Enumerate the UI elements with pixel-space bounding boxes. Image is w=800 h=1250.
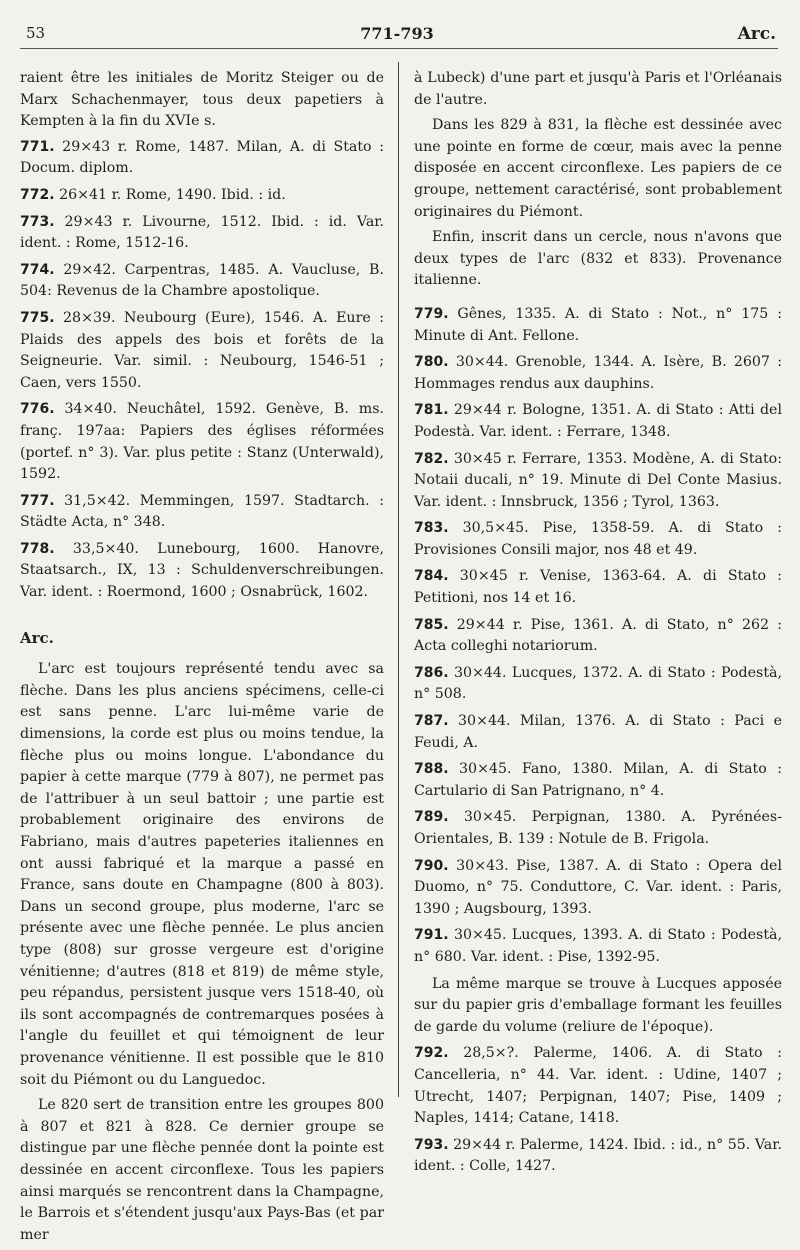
running-section-title: Arc. (737, 24, 776, 44)
entry (20, 137, 384, 180)
entry-text: 30×45. Fano, 1380. Milan, A. di Stato : Cartulario di San Patrignano, n° 4. (414, 761, 782, 799)
entry-number: 776. (20, 401, 55, 418)
entry (414, 566, 782, 609)
right-column (414, 68, 782, 1183)
entry-text: La même marque se trouve à Lucques apposée sur du papier gris d'emballage formant les feuilles de garde du volume (reliure de l'époque). (414, 975, 782, 1035)
entry (20, 539, 384, 604)
entry (20, 212, 384, 255)
entry-text: 29×43 r. Rome, 1487. Milan, A. di Stato : Docum. diplom. (20, 138, 384, 177)
entry-number: 772. (20, 186, 55, 203)
entry-number: 793. (414, 1136, 449, 1153)
entry (414, 1135, 782, 1178)
entry (414, 711, 782, 754)
body-paragraph: Le 820 sert de transition entre les groupes 800 à 807 et 821 à 828. Ce dernier groupe se distingue par une flèche pennée dont la pointe est dessinée en accent circonflexe. Tous les papiers ainsi marqués se rencontrent dans la Champagne, le Barrois et s'étendent jusqu'aux Pays-Bas (et par mer (20, 1097, 384, 1243)
entry (20, 260, 384, 303)
entry (20, 308, 384, 394)
body-paragraph: Enfin, inscrit dans un cercle, nous n'avons que deux types de l'arc (832 et 833). Provenance italienne. (414, 229, 782, 289)
entry-number: 787. (414, 713, 449, 730)
entry-number: 775. (20, 309, 55, 326)
entry (20, 399, 384, 485)
entry (414, 925, 782, 968)
entry-number: 790. (414, 857, 449, 874)
entry-number: 771. (20, 138, 55, 155)
entry-note (414, 974, 782, 1039)
entry-text: 30×45 r. Ferrare, 1353. Modène, A. di Stato: Notaii ducali, n° 19. Minute di Del Conte Masius. Var. ident. : Innsbruck, 1356 ; Tyrol, 1363. (414, 450, 782, 510)
entry-text: 30×43. Pise, 1387. A. di Stato : Opera del Duomo, n° 75. Conduttore, C. Var. ident. : Paris, 1390 ; Augsbourg, 1393. (414, 857, 782, 917)
entry (20, 491, 384, 534)
entry-number: 778. (20, 540, 55, 557)
entry (414, 352, 782, 395)
entry-number: 773. (20, 213, 55, 230)
entry-text: 33,5×40. Lunebourg, 1600. Hanovre, Staatsarch., IX, 13 : Schuldenverschreibungen. Var. ident. : Roermond, 1600 ; Osnabrück, 1602. (20, 540, 384, 601)
entry-text: 28×39. Neubourg (Eure), 1546. A. Eure : Plaids des appels des bois et forêts de la Seigneurie. Var. simil. : Neubourg, 1546-51 ; Caen, vers 1550. (20, 309, 385, 391)
entry-range: 771-793 (360, 24, 434, 43)
entry-number: 784. (414, 568, 449, 585)
entry (20, 185, 384, 207)
body-paragraph: à Lubeck) d'une part et jusqu'à Paris et l'Orléanais de l'autre. (414, 70, 782, 108)
entry-text: 29×44 r. Palerme, 1424. Ibid. : id., n° 55. Var. ident. : Colle, 1427. (414, 1136, 782, 1175)
entry-text: 30×44. Grenoble, 1344. A. Isère, B. 2607 : Hommages rendus aux dauphins. (414, 354, 782, 392)
column-divider (398, 62, 399, 1097)
entry-text: 30×44. Lucques, 1372. A. di Stato : Podestà, n° 508. (414, 664, 782, 703)
entry-text: 30×45. Perpignan, 1380. A. Pyrénées-Orientales, B. 139 : Notule de B. Frigola. (414, 809, 782, 847)
entry (414, 449, 782, 514)
entry-text: 26×41 r. Rome, 1490. Ibid. : id. (59, 186, 286, 203)
entry-text: 34×40. Neuchâtel, 1592. Genève, B. ms. franç. 197aa: Papiers des églises réformées (portef. n° 3). Var. plus petite : Stanz (Unterwald), 1592. (20, 401, 384, 483)
entry-number: 792. (414, 1045, 449, 1062)
entry-number: 774. (20, 261, 55, 278)
entry-number: 783. (414, 520, 449, 537)
body-paragraph: Dans les 829 à 831, la flèche est dessinée avec une pointe en forme de cœur, mais avec la penne disposée en accent circonflexe. Les papiers de ce groupe, nettement caractérisé, sont probablement originaires du Piémont. (414, 117, 782, 220)
entry (414, 304, 782, 347)
entry (414, 759, 782, 802)
entry (414, 807, 782, 850)
entry (414, 615, 782, 658)
entry (414, 400, 782, 443)
entry-number: 779. (414, 305, 449, 322)
entry-number: 791. (414, 927, 449, 944)
page-header (18, 22, 776, 48)
entry-text: 29×42. Carpentras, 1485. A. Vaucluse, B. 504: Revenus de la Chambre apostolique. (20, 261, 384, 300)
entry-number: 780. (414, 354, 449, 371)
left-column (20, 68, 384, 1250)
header-rule (20, 48, 778, 49)
entry-number: 785. (414, 616, 449, 633)
entry-number: 788. (414, 761, 449, 778)
entry-number: 789. (414, 809, 449, 826)
page-number: 53 (26, 24, 46, 42)
section-heading: Arc. (20, 628, 54, 647)
entry-text: 31,5×42. Memmingen, 1597. Stadtarch. : Städte Acta, n° 348. (20, 492, 384, 531)
entry-text: 28,5×?. Palerme, 1406. A. di Stato : Cancelleria, n° 44. Var. ident. : Udine, 1407 ; Utrecht, 1407; Perpignan, 1407; Pise, 1409 ; Naples, 1414; Catane, 1418. (414, 1045, 782, 1127)
entry-text: 29×43 r. Livourne, 1512. Ibid. : id. Var. ident. : Rome, 1512-16. (20, 213, 385, 252)
entry (414, 663, 782, 706)
entry-text: 30×45 r. Venise, 1363-64. A. di Stato : Petitioni, nos 14 et 16. (414, 568, 783, 607)
entry (414, 518, 782, 561)
entry-text: 30×44. Milan, 1376. A. di Stato : Paci e Feudi, A. (414, 713, 782, 751)
entry-text: 30×45. Lucques, 1393. A. di Stato : Podestà, n° 680. Var. ident. : Pise, 1392-95. (414, 927, 782, 965)
entry-number: 786. (414, 664, 449, 681)
entry-text: 29×44 r. Pise, 1361. A. di Stato, n° 262 : Acta colleghi notariorum. (414, 616, 782, 655)
intro-paragraph: raient être les initiales de Moritz Steiger ou de Marx Schachenmayer, tous deux papetiers à Kempten à la fin du XVIe s. (20, 70, 384, 130)
body-paragraph: L'arc est toujours représenté tendu avec sa flèche. Dans les plus anciens spécimens, celle-ci est sans penne. L'arc lui-même varie de dimensions, la corde est plus ou moins tendue, la flèche plus ou moins longue. L'abondance du papier à cette marque (779 à 807), ne permet pas de l'attribuer à un seul battoir ; une partie est probablement originaire des environs de Fabriano, mais d'autres papeteries italiennes en ont aussi fabriqué et la marque a passé en France, sans doute en Champagne (800 à 803). Dans un second groupe, plus moderne, l'arc se présente avec une flèche pennée. Le plus ancien type (808) sur grosse vergeure est d'origine vénitienne; d'autres (818 et 819) de même style, peu répandus, persistent jusque vers 1518-40, où ils sont accompagnés de contremarques posées à l'angle du feuillet et qui témoignent de leur provenance vénitienne. Il est possible que le 810 soit du Piémont ou du Languedoc. (20, 661, 384, 1088)
entry-text: 30,5×45. Pise, 1358-59. A. di Stato : Provisiones Consili major, nos 48 et 49. (414, 520, 782, 558)
entry-number: 781. (414, 402, 449, 419)
entry-number: 782. (414, 450, 449, 467)
entry-text: Gênes, 1335. A. di Stato : Not., n° 175 : Minute di Ant. Fellone. (414, 305, 782, 344)
entry-number: 777. (20, 492, 55, 509)
entry (414, 856, 782, 921)
entry-text: 29×44 r. Bologne, 1351. A. di Stato : Atti del Podestà. Var. ident. : Ferrare, 1348. (414, 402, 782, 440)
